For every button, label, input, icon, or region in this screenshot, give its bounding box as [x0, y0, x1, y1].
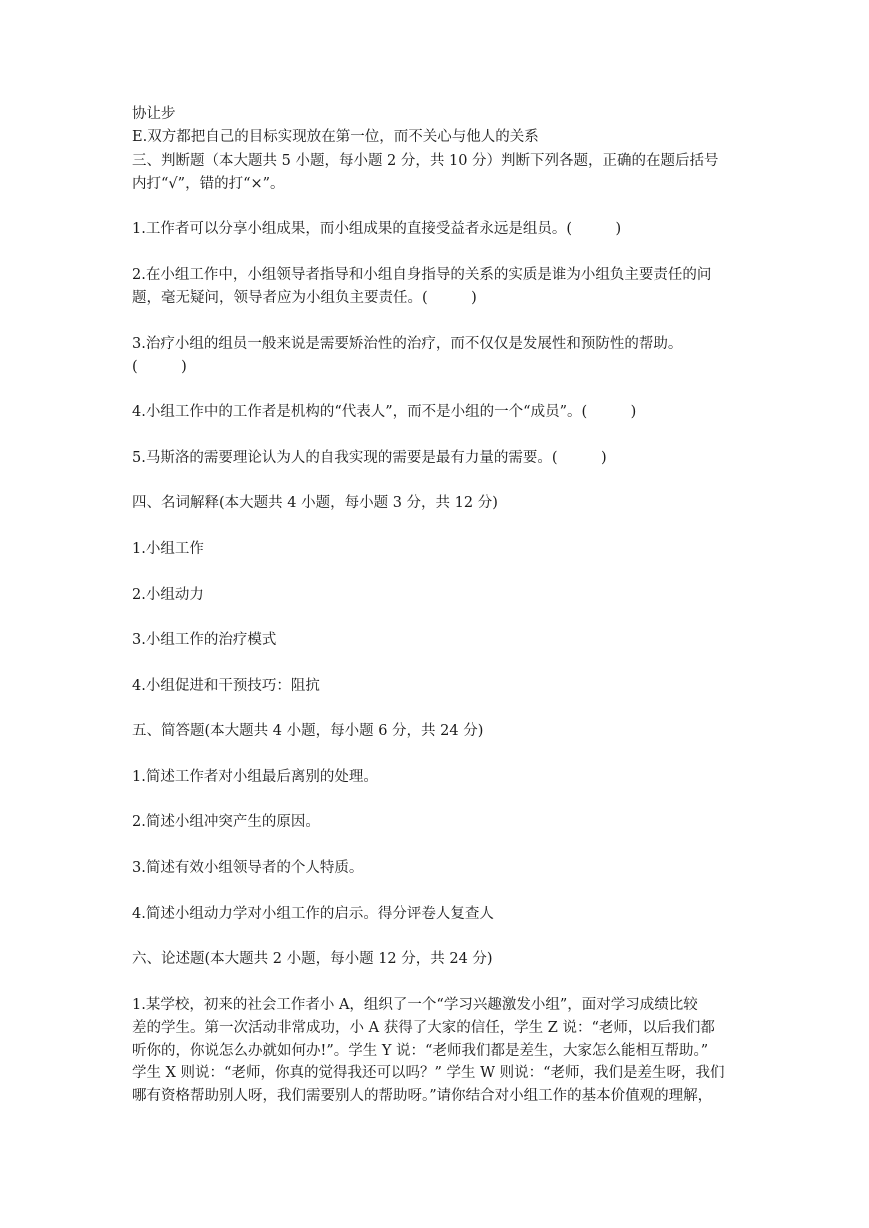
term-question-2: 2.小组动力 [132, 587, 204, 603]
short-question-2: 2.简述小组冲突产生的原因。 [132, 814, 320, 830]
section-3-title: 三、判断题（本大题共 5 小题，每小题 2 分，共 10 分）判断下列各题，正确的在题后括号 [132, 153, 719, 169]
section-5-title: 五、简答题(本大题共 4 小题，每小题 6 分，共 24 分) [132, 723, 484, 739]
tf-question-4: 4.小组工作中的工作者是机构的“代表人”，而不是小组的一个“成员”。( ) [132, 404, 637, 420]
essay-question-1-line-5: 哪有资格帮助别人呀，我们需要别人的帮助呀。”请你结合对小组工作的基本价值观的理解， [132, 1088, 713, 1104]
term-question-1: 1.小组工作 [132, 541, 204, 557]
section-3-title-cont: 内打“√”，错的打“×”。 [132, 176, 285, 192]
tf-question-2-cont: 题，毫无疑问，领导者应为小组负主要责任。( ) [132, 290, 477, 306]
tf-question-1: 1.工作者可以分享小组成果，而小组成果的直接受益者永远是组员。( ) [132, 221, 622, 237]
tf-question-5: 5.马斯洛的需要理论认为人的自我实现的需要是最有力量的需要。( ) [132, 450, 607, 466]
essay-question-1-line-2: 差的学生。第一次活动非常成功，小 A 获得了大家的信任，学生 Z 说：“老师，以后我们都 [132, 1020, 715, 1036]
section-4-title: 四、名词解释(本大题共 4 小题，每小题 3 分，共 12 分) [132, 495, 498, 511]
short-question-4: 4.简述小组动力学对小组工作的启示。得分评卷人复查人 [132, 906, 494, 922]
term-question-3: 3.小组工作的治疗模式 [132, 632, 277, 648]
section-6-title: 六、论述题(本大题共 2 小题，每小题 12 分，共 24 分) [132, 951, 493, 967]
option-d-continuation: 协让步 [132, 106, 176, 122]
term-question-4: 4.小组促进和干预技巧：阻抗 [132, 678, 320, 694]
tf-question-3: 3.治疗小组的组员一般来说是需要矫治性的治疗，而不仅仅是发展性和预防性的帮助。 [132, 336, 683, 352]
essay-question-1: 1.某学校，初来的社会工作者小 A，组织了一个“学习兴趣激发小组”，面对学习成绩比较 [132, 997, 698, 1013]
tf-question-3-cont: ( ) [132, 359, 187, 375]
short-question-1: 1.简述工作者对小组最后离别的处理。 [132, 769, 378, 785]
option-e: E.双方都把自己的目标实现放在第一位，而不关心与他人的关系 [132, 129, 539, 145]
tf-question-2: 2.在小组工作中，小组领导者指导和小组自身指导的关系的实质是谁为小组负主要责任的问 [132, 267, 712, 283]
short-question-3: 3.简述有效小组领导者的个人特质。 [132, 860, 364, 876]
essay-question-1-line-4: 学生 X 则说：“老师，你真的觉得我还可以吗？” 学生 W 则说：“老师，我们是差生呀，我们 [132, 1065, 725, 1081]
essay-question-1-line-3: 听你的，你说怎么办就如何办!”。学生 Y 说：“老师我们都是差生，大家怎么能相互帮助。” [132, 1043, 709, 1059]
